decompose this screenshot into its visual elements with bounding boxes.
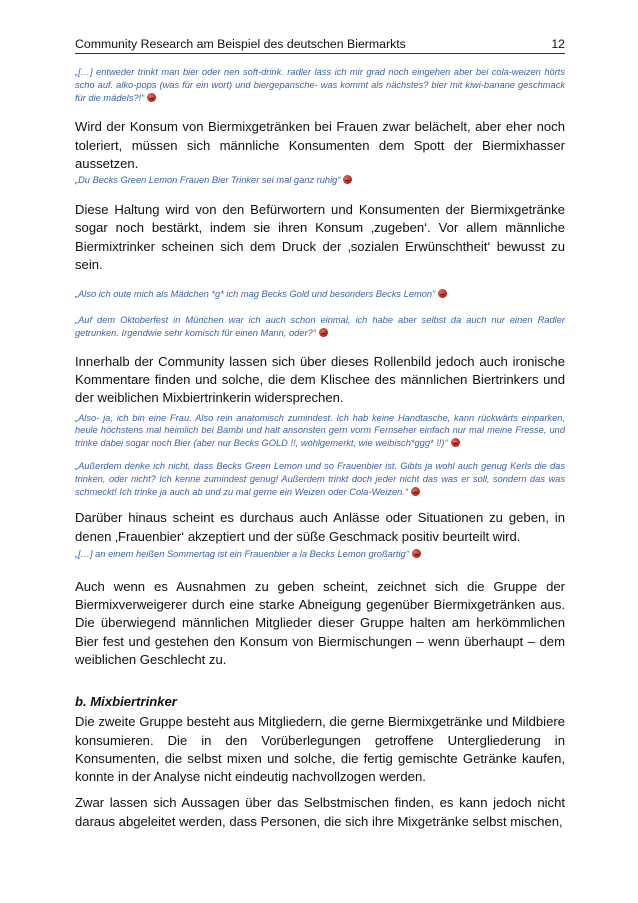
quote-text: „Also ich oute mich als Mädchen *g* ich mag Becks Gold und besonders Becks Lemon“ [75,289,436,300]
sad-emoticon-icon [412,549,421,558]
quote-text: „Außerdem denke ich nicht, dass Becks Green Lemon und so Frauenbier ist. Gibts ja wohl auch genug Kerls die das trinken, oder nicht? Ich kenne zumindest genug! Außerdem trinkt doch jeder nicht das was er soll, sondern das was schmeckt! Ich trinke ja auch ab und zu mal gerne ein Weizen oder Cola-Weizen.“ [75,460,565,497]
sad-emoticon-icon [438,289,447,298]
sad-emoticon-icon [343,175,352,184]
forum-quote [75,460,565,498]
body-paragraph: Wird der Konsum von Biermixgetränken bei Frauen zwar belächelt, aber eher noch toleriert, müssen sich männliche Konsumenten dem Spott der Biermixhasser aussetzen. [75,119,565,171]
body-paragraph: Zwar lassen sich Aussagen über das Selbstmischen finden, es kann jedoch nicht daraus abgeleitet werden, dass Personen, die sich ihre Mixgetränke selbst mischen, [75,795,565,829]
sad-emoticon-icon [411,487,420,496]
body-paragraph: Diese Haltung wird von den Befürwortern und Konsumenten der Biermixgetränke sogar noch bestärkt, indem sie ihren Konsum ‚zugeben‘. Vor allem männliche Biermixtrinker scheinen sich dem Druck der ‚sozialen Erwünschtheit‘ bewusst zu sein. [75,202,565,272]
page-header [75,33,565,54]
section-heading: b. Mixbiertrinker [75,694,177,710]
document-body [75,66,565,831]
forum-quote [75,288,565,301]
quote-text: „Auf dem Oktoberfest in München war ich auch schon einmal, ich habe aber selbst da auch nur einen Radler getrunken. Irgendwie sehr komisch für einen Mann, oder?“ [75,315,565,338]
forum-quote [75,412,565,450]
sad-emoticon-icon [451,438,460,447]
quote-text: „[…] entweder trinkt man bier oder nen soft-drink. radler lass ich mir grad noch eingehen aber bei cola-weizen hörts scho auf. alko-pops (was für ein wort) und biergepansche- was kommt als nächstes? bier mit kiwi-banane geschmack für die mädels?!“ [75,67,565,103]
quote-text: „Also- ja, ich bin eine Frau. Also rein anatomisch zumindest. Ich hab keine Handtasche, kann rückwärts einparken, heule höchstens mal heimlich bei Bambi und halt ansonsten gern vorm Fernseher einfach nur mal meine Fresse, und trinke dabei sogar noch Bier (aber nur Becks GOLD !!, wohlgemerkt, wie weibisch*ggg* !!)“ [75,412,565,449]
page-number: 12 [551,37,565,51]
sad-emoticon-icon [147,93,156,102]
forum-quote [75,548,565,561]
body-paragraph: Darüber hinaus scheint es durchaus auch Anlässe oder Situationen zu geben, in denen ‚Frauenbier‘ akzeptiert und der süße Geschmack positiv beurteilt wird. [75,510,565,544]
body-paragraph: Die zweite Gruppe besteht aus Mitgliedern, die gerne Biermixgetränke und Mildbiere konsumieren. Die in den Vorüberlegungen getroffene Untergliederung in Konsumenten, die selbst mixen und solche, die fertig gemischte Getränke kaufen, konnte in der Analyse nicht eindeutig nachvollzogen werden. [75,714,565,785]
body-paragraph: Innerhalb der Community lassen sich über dieses Rollenbild jedoch auch ironische Kommentare finden und solche, die dem Klischee des männlichen Biertrinkers und der weiblichen Mixbiertrinkerin widersprechen. [75,353,565,406]
body-paragraph: Auch wenn es Ausnahmen zu geben scheint, zeichnet sich die Gruppe der Biermixverweigerer durch eine starke Abneigung gegenüber Biermixgetränken aus. Die überwiegend männlichen Mitglieder dieser Gruppe halten am herkömmlichen Bier fest und gestehen den Konsum von Biermischungen – wenn überhaupt – dem weiblichen Geschlecht zu. [75,578,565,667]
quote-text: „Du Becks Green Lemon Frauen Bier Trinker sei mal ganz ruhig“ [75,175,341,186]
forum-quote [75,314,565,340]
forum-quote [75,66,565,104]
sad-emoticon-icon [319,328,328,337]
header-title: Community Research am Beispiel des deutschen Biermarkts [75,37,406,51]
quote-text: „[…] an einem heißen Sommertag ist ein Frauenbier a la Becks Lemon großartig“ [75,548,409,559]
forum-quote [75,174,565,187]
